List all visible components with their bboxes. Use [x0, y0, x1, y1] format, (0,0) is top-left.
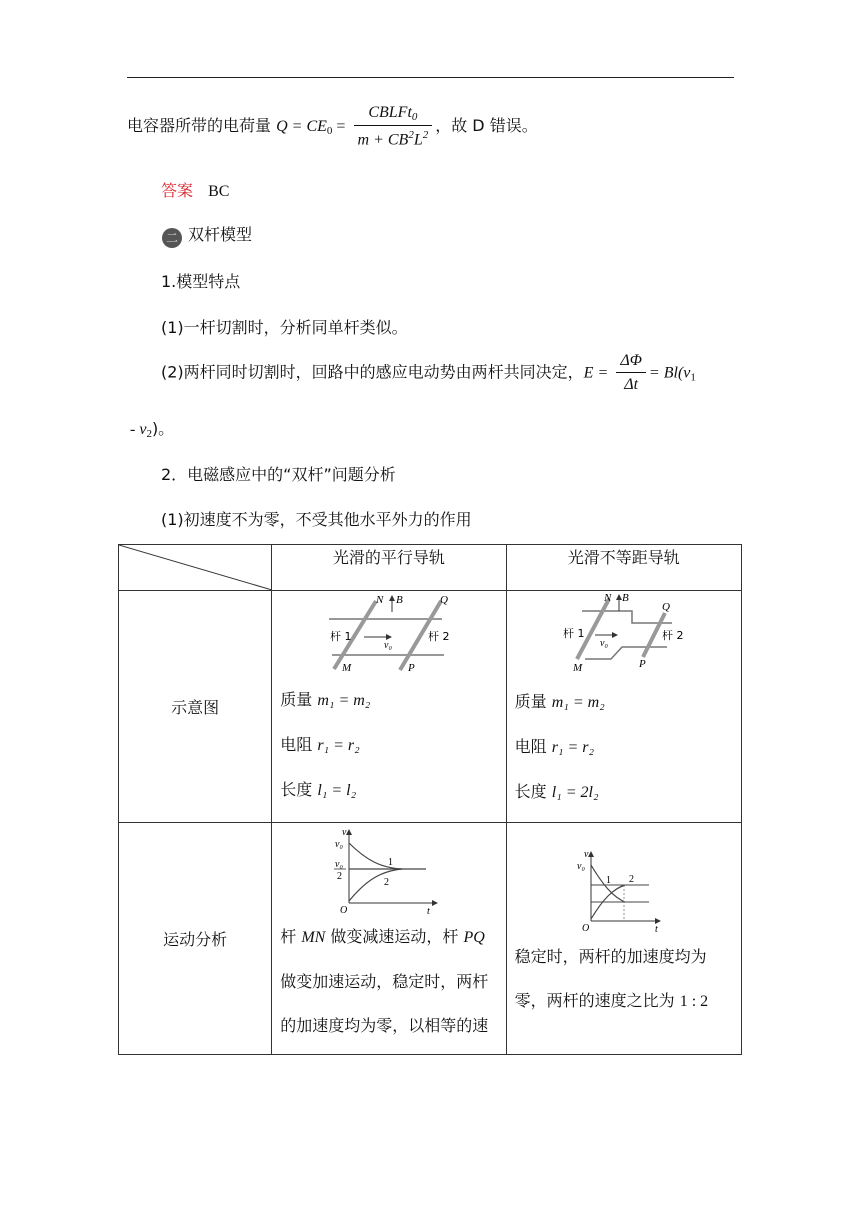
g1-t-label: t	[427, 906, 431, 915]
label-rod2: 杆 2	[428, 630, 450, 643]
point1-heading: 1.模型特点	[161, 272, 241, 291]
g1-curve1-label: 1	[388, 857, 394, 868]
c1-length	[280, 767, 505, 812]
charge-lhs-sub: 0	[326, 125, 333, 138]
c2-len-value: l₁ = 2l₂	[551, 784, 599, 801]
c2-res-value: r₁ = r₂	[551, 739, 595, 756]
g2-v-label: v	[583, 849, 589, 860]
c2-resistance	[515, 724, 741, 769]
motion1-line1	[280, 915, 499, 960]
c2-mass	[515, 679, 741, 724]
c1-mass	[280, 677, 505, 722]
cell-unequal-diagram	[506, 591, 741, 823]
point1-b-cont: - v	[130, 421, 147, 438]
point1-a: (1)一杆切割时，分析同单杆类似。	[161, 318, 408, 337]
label-B: B	[396, 594, 403, 606]
parallel-vt-graph	[272, 823, 506, 915]
g1-v0half-num: v₀	[335, 859, 344, 870]
unequal-vt-graph	[507, 823, 742, 933]
g1-curve2-label: 2	[384, 877, 390, 888]
c1-mass-label: 质量	[280, 690, 318, 709]
section-title: 双杆模型	[188, 225, 253, 244]
g2-curve1-label: 1	[605, 875, 611, 886]
c1-mass-value: m₁ = m₂	[317, 692, 371, 709]
row-label-motion: 运动分析	[119, 823, 272, 1055]
label-P2: P	[638, 658, 646, 670]
header-parallel-rails: 光滑的平行导轨	[272, 545, 506, 591]
cell-parallel-diagram	[272, 591, 506, 823]
motion1-a: 杆	[280, 927, 302, 946]
c2-len-label: 长度	[514, 782, 552, 801]
motion1-text	[272, 915, 505, 1048]
point1-b-line2	[130, 416, 174, 440]
label-rod1b: 杆 1	[562, 627, 585, 640]
parallel-rails-diagram	[272, 591, 506, 681]
c2-mass-value: m₁ = m₂	[551, 694, 605, 711]
header-corner-cell	[119, 545, 272, 591]
charge-num-text: CBLFt	[368, 104, 412, 121]
comparison-table	[118, 544, 742, 1055]
g1-origin: O	[340, 905, 348, 915]
point2-heading: 2．电磁感应中的“双杆”问题分析	[161, 465, 396, 484]
point2-a: (1)初速度不为零，不受其他水平外力的作用	[161, 510, 472, 529]
emf-numerator: ΔΦ	[616, 352, 646, 373]
motion2-text	[507, 933, 741, 1024]
g1-v0-label: v₀	[335, 839, 344, 850]
c1-res-label: 电阻	[280, 735, 318, 754]
motion1-MN: MN	[301, 929, 326, 946]
point1-b-text: (2)两杆同时切割时，回路中的感应电动势由两杆共同决定，	[161, 362, 584, 382]
cell-parallel-motion	[272, 823, 506, 1055]
table-header-row	[119, 545, 742, 591]
charge-fraction	[354, 104, 433, 149]
label-P: P	[408, 662, 415, 674]
c1-len-label: 长度	[280, 780, 318, 799]
g1-v0half-den: 2	[337, 871, 343, 882]
emf-denominator: Δt	[624, 376, 639, 393]
label-M: M	[342, 662, 352, 674]
charge-den-a: m + CB	[357, 131, 409, 149]
motion1-line2: 做变加速运动，稳定时，两杆	[280, 972, 489, 991]
charge-lhs: Q = CE	[276, 118, 327, 136]
motion2-line2	[515, 979, 735, 1024]
g2-curve2-label: 2	[628, 874, 634, 885]
point1-b-end: )。	[151, 419, 175, 438]
g1-v-label: v	[342, 827, 347, 838]
table-row-diagram	[119, 591, 742, 823]
c2-mass-label: 质量	[514, 692, 552, 711]
motion1-PQ: PQ	[463, 929, 485, 946]
header-unequal-rails: 光滑不等距导轨	[506, 545, 741, 591]
point1-b-cont-sub: 2	[146, 428, 152, 440]
charge-conclusion-line	[127, 104, 538, 149]
section-heading	[162, 222, 252, 248]
label-Q: Q	[440, 594, 449, 606]
answer-line	[161, 178, 229, 201]
c1-resistance	[280, 722, 505, 767]
label-B2: B	[621, 592, 629, 604]
point1-b-line1	[161, 352, 696, 394]
charge-num-sub: 0	[411, 111, 418, 123]
corner-diagonal	[119, 545, 272, 590]
row-label-diagram: 示意图	[119, 591, 272, 823]
section-number-badge: 二	[162, 228, 182, 248]
charge-eq: =	[332, 118, 346, 136]
charge-prefix: 电容器所带的电荷量	[127, 116, 277, 136]
label-rod2b: 杆 2	[661, 629, 684, 642]
motion2-line2-a: 零，两杆的速度之比为	[514, 991, 680, 1010]
g2-origin: O	[581, 923, 589, 933]
unequal-rails-diagram	[507, 591, 742, 681]
point1-b-rhs: = Bl(v	[648, 364, 691, 382]
top-rule	[127, 77, 734, 78]
c2-length	[515, 769, 741, 814]
point1-b-rhs-sub: 1	[690, 371, 696, 384]
charge-suffix: ，故 D 错误。	[435, 116, 538, 136]
point1-b-E: E =	[583, 364, 609, 382]
answer-label: 答案	[161, 181, 194, 200]
label-Q2: Q	[661, 601, 670, 613]
c2-res-label: 电阻	[514, 737, 552, 756]
charge-den-sup2: 2	[422, 129, 429, 141]
g2-v0-label: v₀	[576, 861, 585, 872]
charge-den-sup: 2	[408, 129, 414, 141]
motion2-line1: 稳定时，两杆的加速度均为	[514, 947, 707, 966]
motion1-line3: 的加速度均为零，以相等的速	[280, 1016, 489, 1035]
charge-den-b: L	[413, 131, 423, 149]
table-row-motion	[119, 823, 742, 1055]
emf-fraction	[616, 352, 646, 394]
g2-t-label: t	[654, 924, 658, 933]
label-v0: v₀	[384, 640, 393, 651]
motion2-ratio: 1 : 2	[679, 993, 709, 1010]
cell-unequal-motion	[506, 823, 741, 1055]
label-M2: M	[572, 662, 582, 674]
label-v0b: v₀	[599, 638, 608, 649]
label-N: N	[376, 594, 384, 606]
charge-numerator	[354, 104, 433, 126]
c1-res-value: r₁ = r₂	[317, 737, 360, 754]
label-N2: N	[603, 592, 611, 604]
charge-denominator	[354, 126, 433, 149]
label-rod1: 杆 1	[330, 630, 352, 643]
motion1-b: 做变减速运动，杆	[325, 927, 464, 946]
answer-value: BC	[208, 183, 230, 200]
c1-len-value: l₁ = l₂	[317, 782, 357, 799]
